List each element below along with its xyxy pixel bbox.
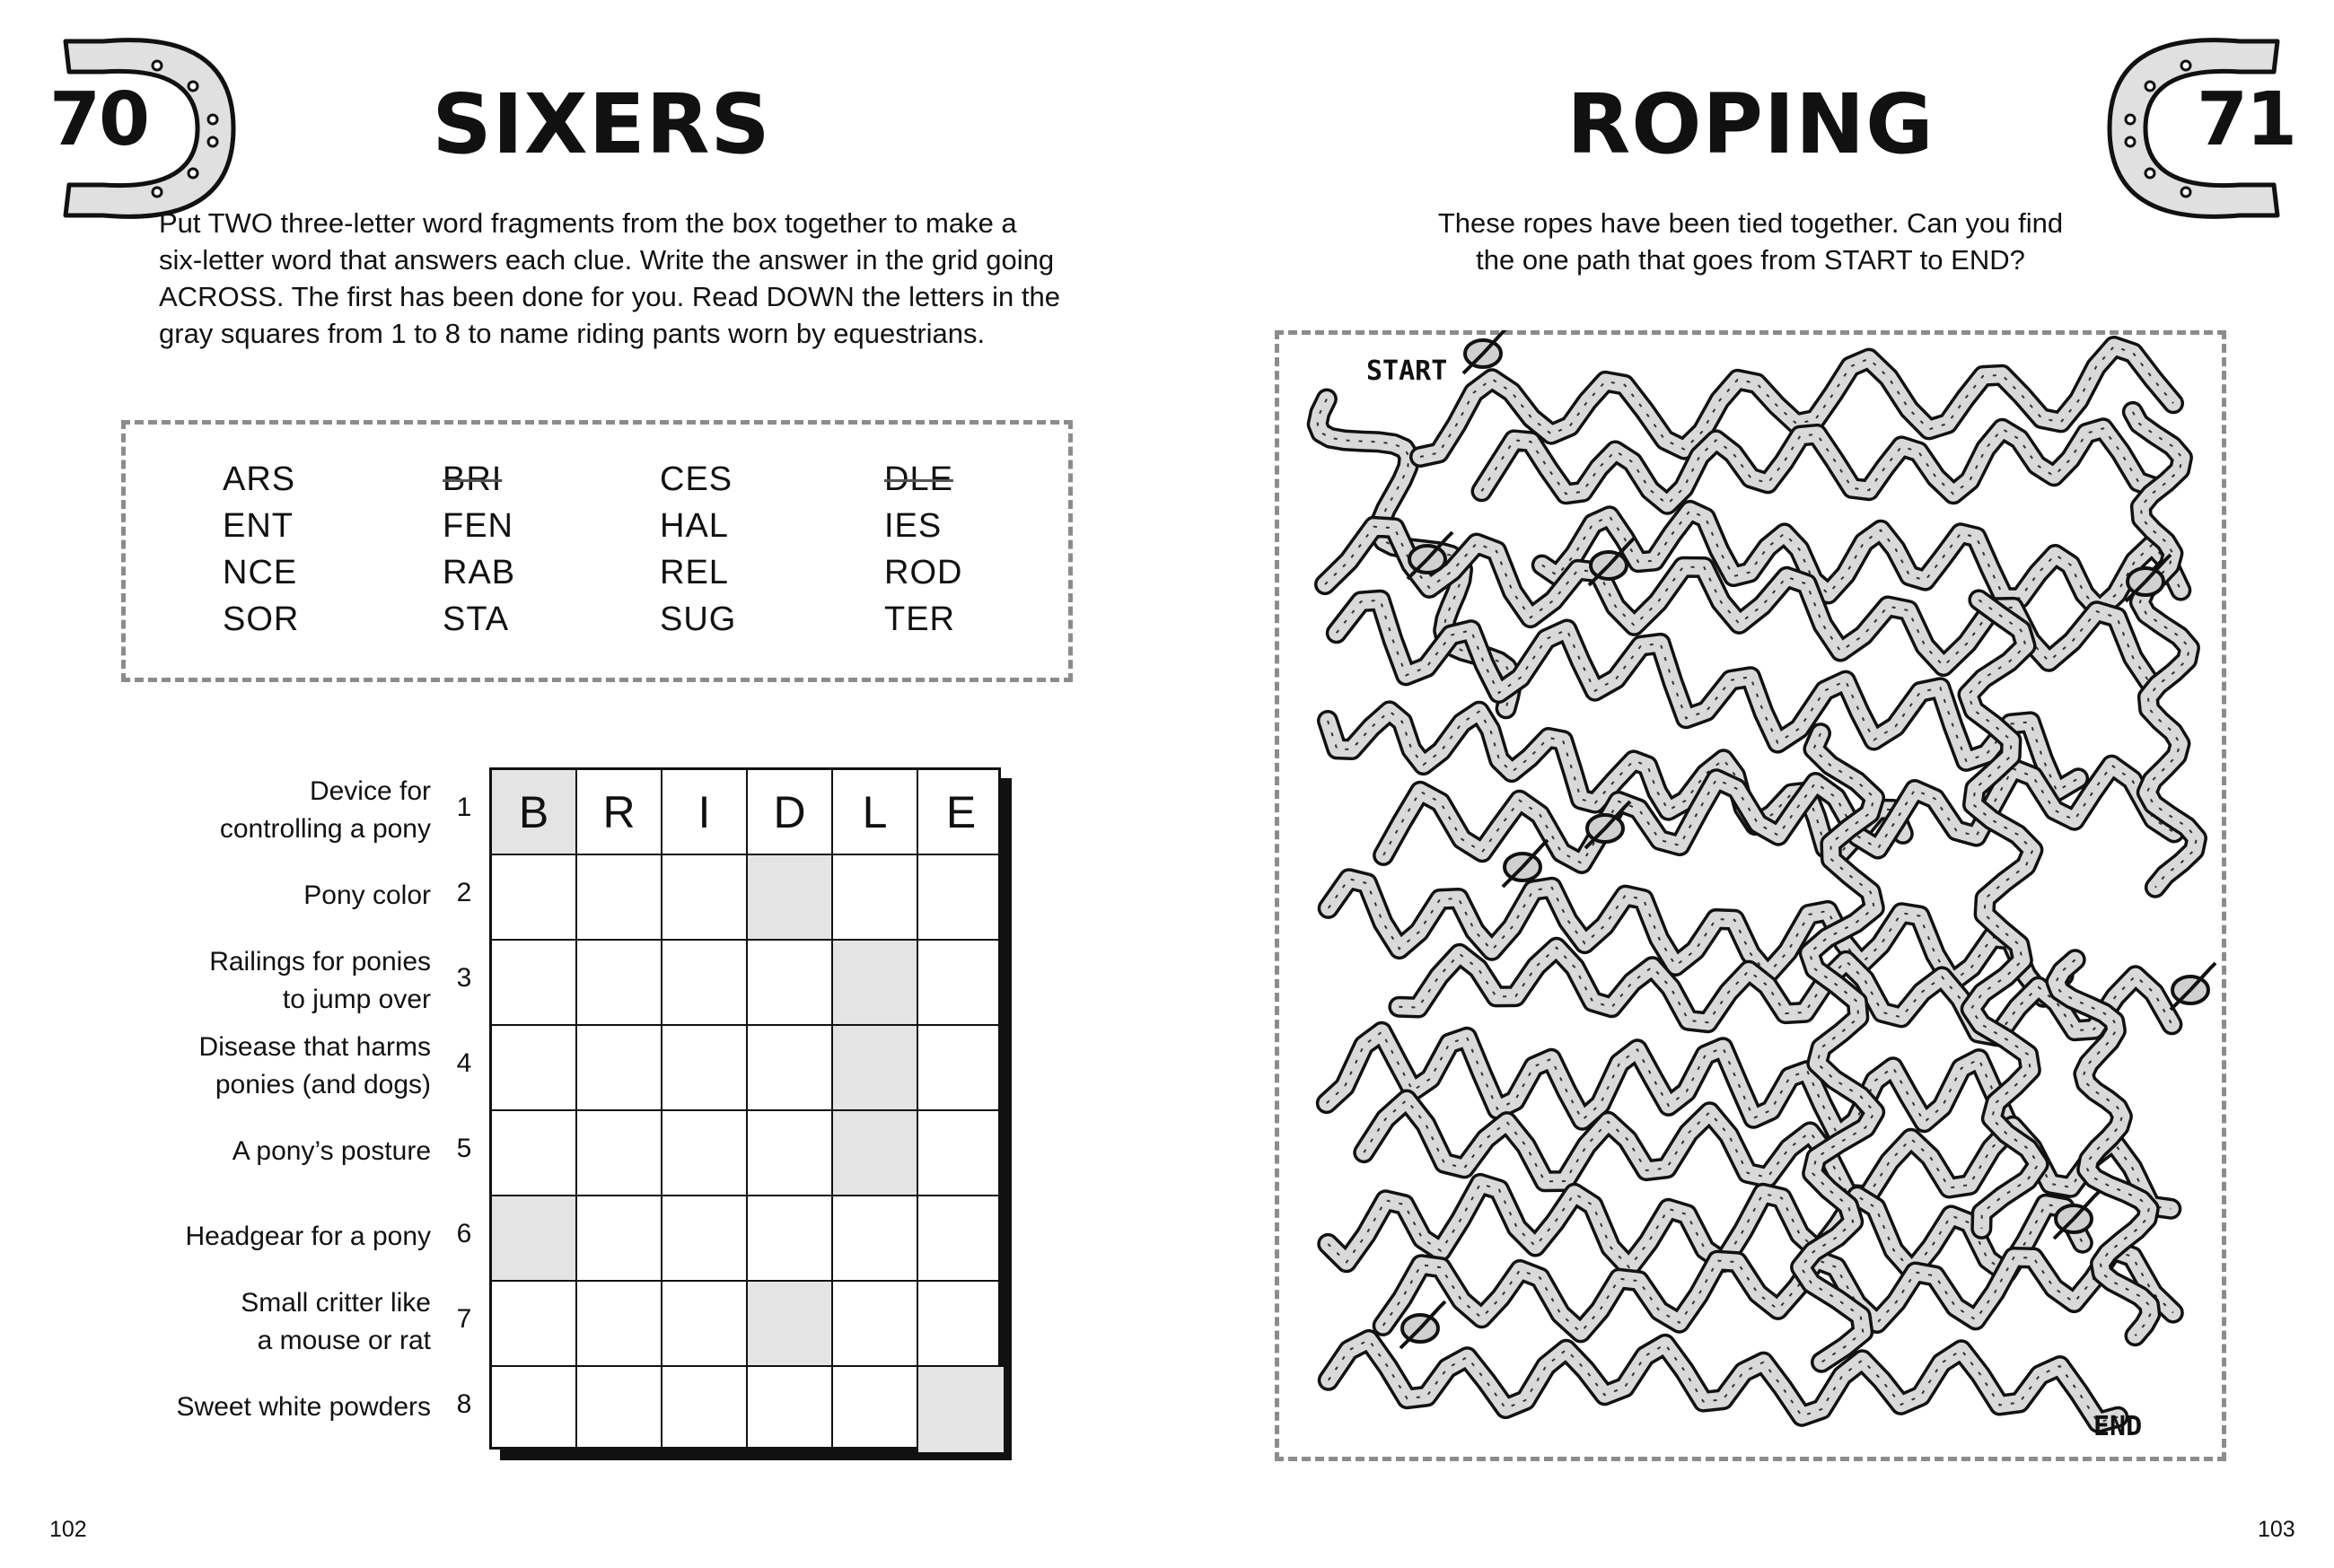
page-number-right: 103	[2258, 1517, 2295, 1542]
grid-cell[interactable]: D	[748, 770, 833, 855]
instruction-line: the one path that goes from START to END?	[1476, 244, 2025, 276]
clue-line: Headgear for a pony	[185, 1221, 431, 1251]
grid-cell[interactable]	[662, 1196, 748, 1282]
grid-cell[interactable]	[918, 1367, 1004, 1452]
knot-icon	[1463, 330, 1508, 373]
word-fragment: DLE	[884, 460, 953, 498]
grid-cell[interactable]	[492, 941, 577, 1026]
grid-cell[interactable]	[918, 1111, 1004, 1196]
grid-cell[interactable]	[918, 855, 1004, 941]
clue-number: 7	[456, 1303, 472, 1334]
grid-cell[interactable]	[748, 855, 833, 941]
clue-text	[199, 1029, 431, 1104]
page-title-roping: ROPING	[1566, 76, 1935, 172]
grid-cell[interactable]	[662, 1026, 748, 1111]
grid-cell[interactable]	[492, 1282, 577, 1367]
grid-cell[interactable]	[492, 1367, 577, 1452]
grid-cell[interactable]	[918, 1026, 1004, 1111]
fragment-box	[121, 420, 1073, 682]
grid-cell[interactable]	[748, 1026, 833, 1111]
puzzle-number-badge-70	[49, 34, 238, 223]
clue-line: A pony’s posture	[232, 1135, 431, 1166]
grid-cell[interactable]	[577, 941, 662, 1026]
grid-cell[interactable]	[918, 941, 1004, 1026]
grid-cell[interactable]	[748, 1367, 833, 1452]
grid-cell[interactable]	[492, 1196, 577, 1282]
clue-text	[220, 773, 431, 848]
clue-text	[177, 1388, 431, 1426]
clue-line: to jump over	[282, 984, 431, 1014]
rope-fill	[1482, 428, 2155, 504]
grid-cell[interactable]	[833, 1196, 918, 1282]
puzzle-number: 71	[2196, 77, 2296, 162]
clue-line: Small critter like	[241, 1287, 431, 1318]
word-fragment: STA	[443, 600, 510, 638]
grid-cell[interactable]: R	[577, 770, 662, 855]
grid-cell[interactable]	[577, 1367, 662, 1452]
roping-instructions	[1302, 205, 2199, 278]
word-fragment: ARS	[223, 460, 296, 498]
sixers-instructions	[159, 205, 1101, 352]
grid-cell[interactable]	[577, 855, 662, 941]
clue-number: 4	[456, 1047, 472, 1078]
knot-icon	[1589, 539, 1634, 585]
clue-line: Pony color	[303, 880, 431, 910]
clue-text	[209, 943, 431, 1019]
clue-text	[303, 877, 431, 915]
grid-cell[interactable]	[833, 1026, 918, 1111]
grid-cells	[489, 767, 1001, 1450]
grid-cell[interactable]	[577, 1111, 662, 1196]
clue-number: 5	[456, 1133, 472, 1163]
clue-text	[233, 1133, 431, 1170]
grid-cell[interactable]	[833, 1282, 918, 1367]
clue-line: Railings for ponies	[209, 946, 431, 977]
clue-line: ponies (and dogs)	[215, 1069, 431, 1099]
clue-line: Disease that harms	[198, 1031, 431, 1062]
word-fragment: FEN	[443, 507, 513, 545]
word-fragment: CES	[660, 460, 733, 498]
puzzle-number: 70	[48, 77, 149, 162]
grid-cell[interactable]: B	[492, 770, 577, 855]
puzzle-number-badge-71	[2105, 34, 2294, 223]
instruction-line: These ropes have been tied together. Can you find	[1437, 207, 2064, 239]
grid-cell[interactable]	[577, 1282, 662, 1367]
grid-cell[interactable]	[833, 855, 918, 941]
maze-end-label: END	[2093, 1411, 2143, 1442]
grid-cell[interactable]	[492, 855, 577, 941]
clue-line: Sweet white powders	[176, 1391, 431, 1422]
grid-cell[interactable]	[662, 855, 748, 941]
clue-line: Device for	[309, 775, 431, 806]
instruction-line: ACROSS. The first has been done for you. Read DOWN the letters in the	[159, 281, 1060, 312]
maze-start-label: START	[1366, 355, 1448, 387]
grid-cell[interactable]	[918, 1282, 1004, 1367]
clue-text	[185, 1218, 431, 1256]
word-fragment: SOR	[223, 600, 300, 638]
page-title-sixers: SIXERS	[432, 76, 771, 172]
clue-number: 1	[456, 792, 472, 822]
grid-cell[interactable]	[492, 1111, 577, 1196]
word-fragment: BRI	[443, 460, 503, 498]
grid-cell[interactable]	[492, 1026, 577, 1111]
grid-cell[interactable]: E	[918, 770, 1004, 855]
word-fragment: REL	[660, 554, 729, 591]
knot-icon	[2171, 963, 2216, 1010]
grid-cell[interactable]	[662, 1111, 748, 1196]
clue-line: a mouse or rat	[257, 1325, 431, 1355]
word-fragment: TER	[884, 600, 955, 638]
grid-cell[interactable]	[918, 1196, 1004, 1282]
grid-cell[interactable]	[748, 1111, 833, 1196]
page-number-left: 102	[49, 1517, 87, 1542]
word-fragment: ROD	[884, 554, 963, 591]
grid-cell[interactable]	[748, 1282, 833, 1367]
grid-cell[interactable]	[662, 941, 748, 1026]
instruction-line: six-letter word that answers each clue. Write the answer in the grid going	[159, 244, 1055, 276]
clue-number: 6	[456, 1218, 472, 1248]
grid-cell[interactable]	[662, 1367, 748, 1452]
grid-cell[interactable]: I	[662, 770, 748, 855]
clue-text	[241, 1284, 431, 1360]
grid-cell[interactable]	[577, 1026, 662, 1111]
grid-cell[interactable]	[833, 941, 918, 1026]
grid-cell[interactable]	[833, 1111, 918, 1196]
clue-line: controlling a pony	[219, 813, 431, 844]
clue-number: 3	[456, 962, 472, 993]
grid-cell[interactable]	[662, 1282, 748, 1367]
instruction-line: Put TWO three-letter word fragments from the box together to make a	[159, 207, 1017, 239]
rope-maze[interactable]	[1275, 330, 2226, 1461]
clue-number: 8	[456, 1388, 472, 1419]
word-fragment: NCE	[223, 554, 298, 591]
word-fragment: IES	[884, 507, 943, 545]
word-fragment: RAB	[443, 554, 516, 591]
word-fragment: HAL	[660, 507, 729, 545]
clue-number: 2	[456, 877, 472, 907]
grid-cell[interactable]	[748, 1196, 833, 1282]
grid-cell[interactable]: L	[833, 770, 918, 855]
grid-cell[interactable]	[577, 1196, 662, 1282]
instruction-line: gray squares from 1 to 8 to name riding pants worn by equestrians.	[159, 318, 986, 349]
grid-cell[interactable]	[833, 1367, 918, 1452]
answer-grid	[489, 767, 1001, 1450]
grid-cell[interactable]	[748, 941, 833, 1026]
word-fragment: SUG	[660, 600, 737, 638]
word-fragment: ENT	[223, 507, 294, 545]
